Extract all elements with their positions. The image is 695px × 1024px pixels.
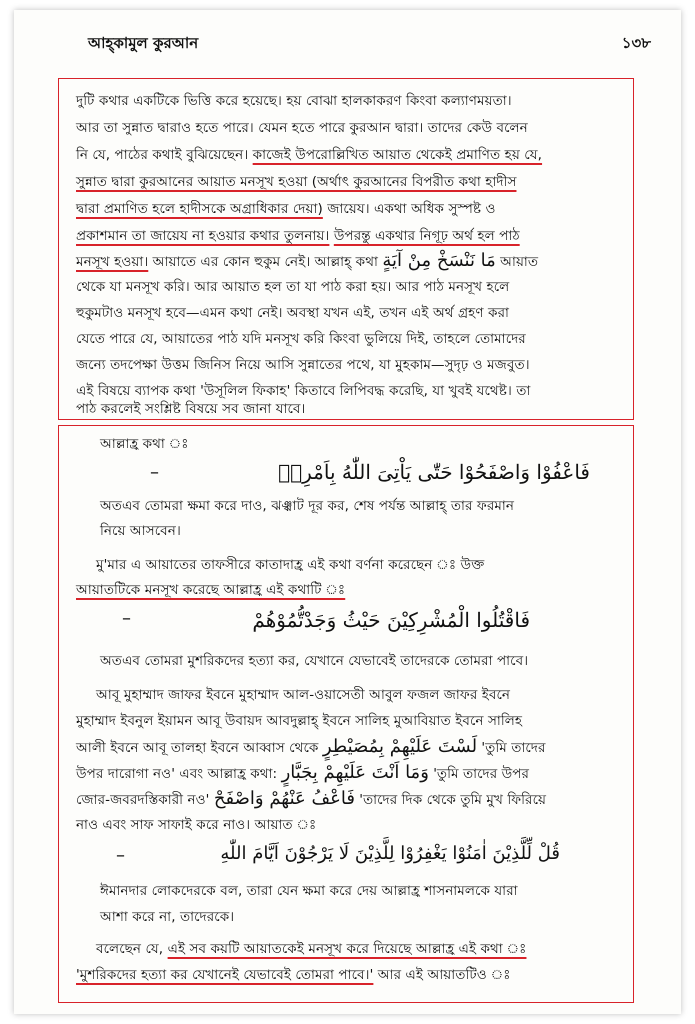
arabic-inline: فَاعْفُ عَنْهُمْ وَاصْفَحْ (213, 788, 355, 809)
underlined-text: উপরন্তু একথার নিগূঢ় অর্থ হল পাঠ (333, 228, 520, 244)
text-line: দুটি কথার একটিকে ভিত্তি করে হয়েছে। হয় বোঝা হালকাকরণ কিংবা কল্যাণময়তা। (76, 93, 512, 109)
text-segment: 'তাদের দিক থেকে তুমি মুখ ফিরিয়ে (359, 792, 547, 808)
text-segment: উপর দারোগা নও' এবং আল্লাহ্র কথা: (76, 766, 278, 782)
text-line: এই বিষয়ে ব্যাপক কথা 'উসূলিল ফিকাহ' কিতাবে লিপিবদ্ধ করেছি, যা খুবই যথেষ্ট। তা (76, 383, 531, 399)
text-line (76, 764, 529, 783)
text-segment: বলেছেন যে, (96, 941, 164, 957)
dash-mark: – (122, 608, 131, 629)
arabic-inline: مَا نَنْسَخْ مِنْ آيَةٍ (382, 250, 496, 271)
text-line: মু'মার এ আয়াতের তাফসীরে কাতাদাহ্র এই কথা বর্ণনা করেছেন ঃ উক্ত (96, 557, 485, 573)
text-line: ঈমানদার লোকদেরকে বল, তারা যেন ক্ষমা করে দেয় আল্লাহ্র শাসনামলকে যারা (100, 883, 518, 899)
text-segment: 'তুমি তাদের উপর (433, 766, 530, 782)
text-line: আবূ মুহাম্মাদ জাফর ইবনে মুহাম্মাদ আল-ওয়াসেতী আবুল ফজল জাফর ইবনে (96, 687, 511, 703)
text-line (76, 146, 542, 164)
text-segment: আলী ইবনে আবূ তালহা ইবনে আব্বাস থেকে (76, 740, 319, 756)
text-line (76, 252, 538, 271)
underlined-text: মনসূখ হওয়া। (76, 254, 149, 270)
text-line: যেতে পারে যে, আয়াতের পাঠ যদি মনসূখ করি কিংবা ভুলিয়ে দিই, তাহলে তোমাদের (76, 331, 526, 347)
text-line: নিয়ে আসবেন। (100, 523, 181, 539)
text-line (76, 200, 496, 218)
text-line: নাও এবং সাফ সাফাই করে নাও। আয়াত ঃ (76, 817, 317, 833)
text-segment: আর এই আয়াতটিও ঃ (377, 967, 511, 983)
text-line: থেকে যা মনসূখ করি। আর আয়াত হল তা যা পাঠ করা হয়। আর পাঠ মনসূখ হলে (76, 279, 510, 295)
underlined-line: আয়াতটিকে মনসূখ করেছে আল্লাহ্র এই কথাটি ঃ (76, 582, 346, 598)
underlined-line: সুন্নাত দ্বারা কুরআনের আয়াত মনসূখ হওয়া (অর্থাৎ কুরআনের বিপরীত কথা হাদীস (76, 174, 517, 190)
arabic-inline: وَمَا اَنْتَ عَلَيْهِمْ بِجَبَّارٍ (281, 762, 429, 783)
text-line: জন্যে তদপেক্ষা উত্তম জিনিস নিয়ে আসি সুন্নাতের পথে, যা মুহকাম—সুদৃঢ় ও মজবুত। (76, 357, 530, 373)
book-title: আহ্কামুল কুরআন (88, 34, 199, 52)
arabic-inline: لَسْتَ عَلَيْهِمْ بِمُصَيْطِرٍ (322, 736, 478, 757)
text-segment: 'তুমি তাদের (481, 740, 546, 756)
arabic-verse: قُلْ لِّلَّذِيْنَ اٰمَنُوْا يَغْفِرُوْا لِلَّذِيْنَ لَا يَرْجُوْنَ اَيَّامَ اللّٰهِ (220, 843, 560, 864)
text-line: আর তা সুন্নাত দ্বারাও হতে পারে। যেমন হতে পারে কুরআন দ্বারা। তাদের কেউ বলেন (76, 120, 528, 136)
text-segment: জায়েয। একথা অধিক সুস্পষ্ট ও (327, 201, 496, 217)
text-line: অতএব তোমরা মুশরিকদের হত্যা কর, যেখানে যেভাবেই তাদেরকে তোমরা পাবে। (100, 653, 529, 669)
dash-mark: – (116, 845, 125, 866)
underlined-text: কাজেই উপরোল্লিখিত আয়াত থেকেই প্রমাণিত হয় যে, (252, 147, 543, 163)
text-segment: আয়াত (500, 254, 539, 270)
text-segment: আয়াতে এর কোন হুকুম নেই। আল্লাহ্ কথা (152, 254, 378, 270)
text-line: আল্লাহ্র কথা ঃ (100, 436, 189, 452)
text-line (76, 790, 546, 809)
underlined-text: প্রকাশমান তা জায়েয না হওয়ার কথার তুলনায়। (76, 228, 330, 244)
underlined-text: এই সব কয়টি আয়াতকেই মনসূখ করে দিয়েছে আল্লাহ্র এই কথা ঃ (167, 941, 527, 957)
text-line: হুকুমটাও মনসূখ হবে—এমন কথা নেই। অবস্থা যখন এই, তখন এই অর্থ গ্রহণ করা (76, 305, 510, 321)
dash-mark: – (150, 462, 159, 483)
text-line (76, 738, 545, 757)
underlined-text: দ্বারা প্রমাণিত হলে হাদীসকে অগ্রাধিকার দেয়া) (76, 201, 323, 217)
text-line (96, 940, 526, 958)
text-line: আশা করে না, তাদেরকে। (100, 909, 235, 925)
text-line (76, 227, 520, 245)
arabic-verse: فَاعْفُوْا وَاصْفَحُوْا حَتّٰى يَاْتِىَ اللّٰهُ بِاَمْرِهٖ (278, 460, 590, 484)
page-number: ১৩৮ (621, 34, 651, 52)
text-line: অতএব তোমরা ক্ষমা করে দাও, ঝঞ্ঝাট দূর কর, শেষ পর্যন্ত আল্লাহ্ তার ফরমান (100, 498, 515, 514)
text-segment: নি যে, পাঠের কথাই বুঝিয়েছেন। (76, 147, 249, 163)
text-line (76, 966, 511, 984)
text-line: পাঠ করলেই সংশ্লিষ্ট বিষয়ে সব জানা যাবে। (76, 401, 306, 417)
arabic-verse: فَاقْتُلُوا الْمُشْرِكِيْنَ حَيْثُ وَجَدْتُّمُوْهُمْ (252, 608, 530, 632)
text-segment: জোর-জবরদস্তিকারী নও' (76, 792, 210, 808)
underlined-text: 'মুশরিকদের হত্যা কর যেখানেই যেভাবেই তোমরা পাবে।' (76, 967, 374, 983)
text-line: মুহাম্মাদ ইবনুল ইয়ামন আবূ উবায়দ আবদুল্লাহ্ ইবনে সালিহ মুআবিয়াত ইবনে সালিহ (76, 713, 523, 729)
